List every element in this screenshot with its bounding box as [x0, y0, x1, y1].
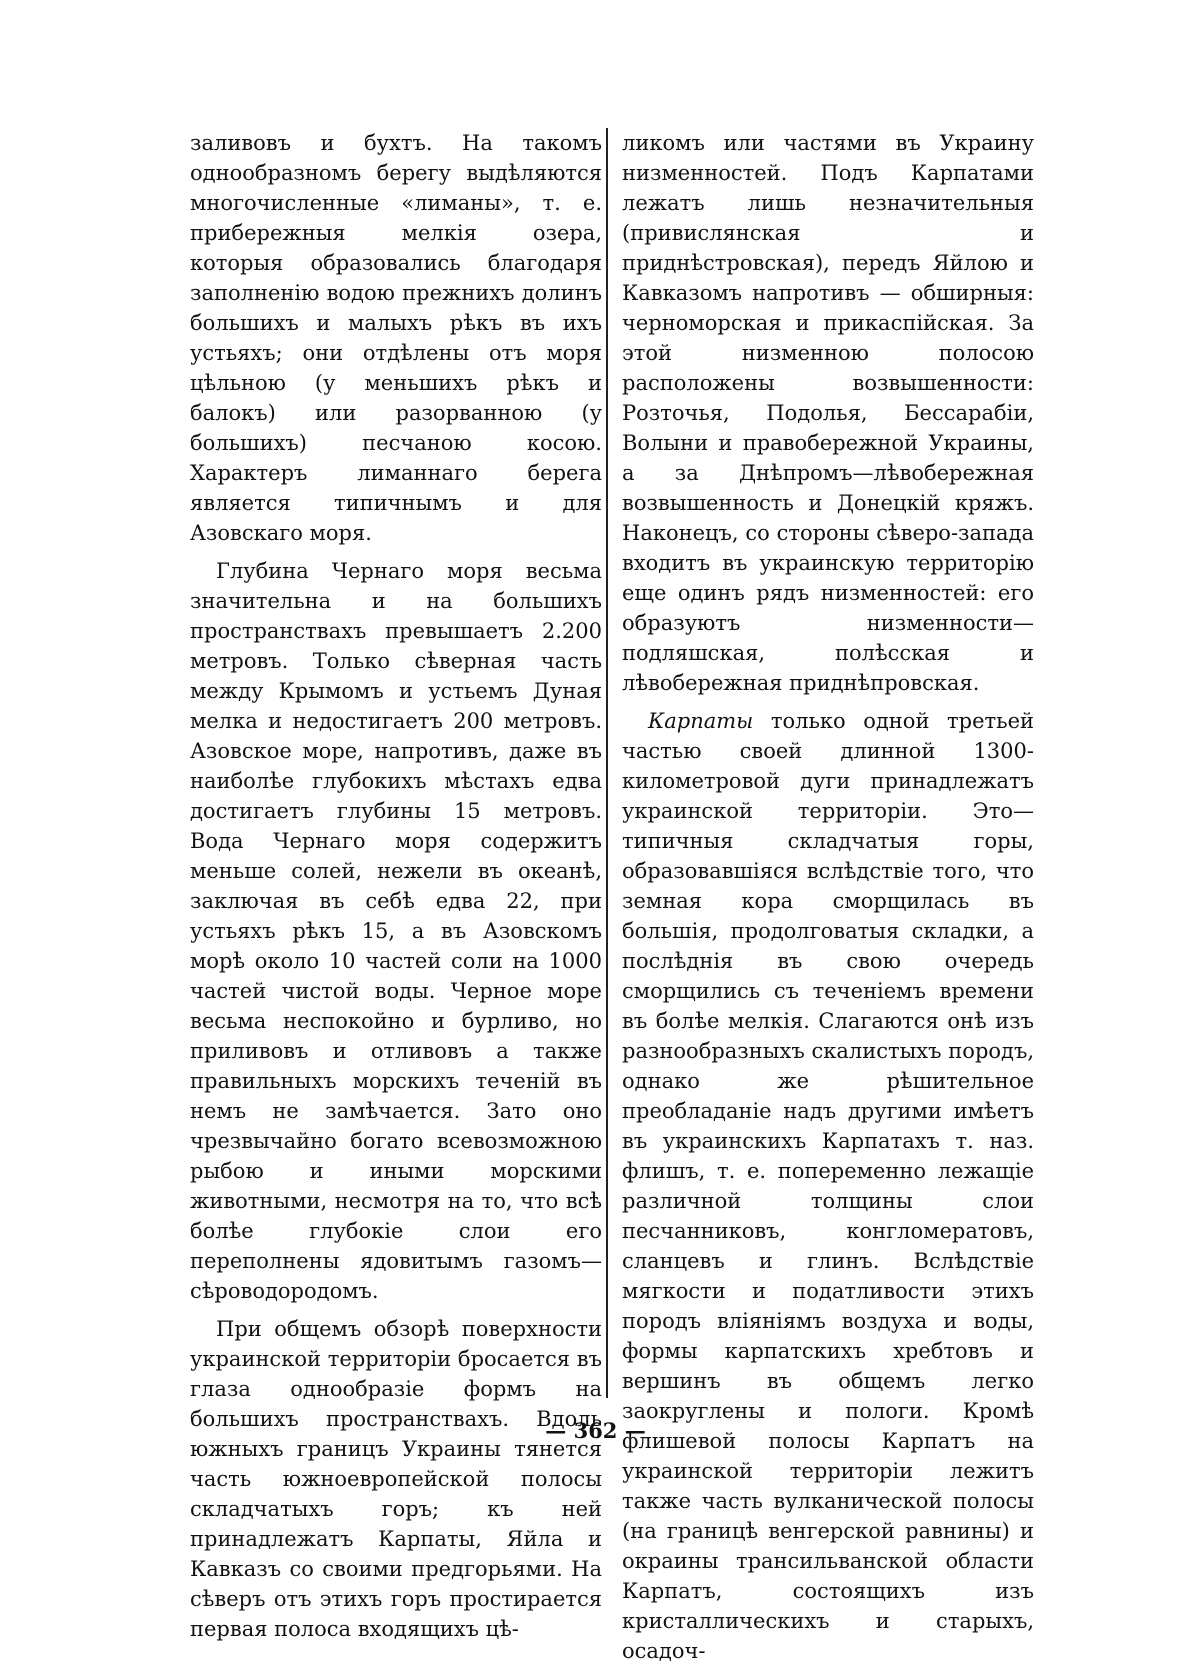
carpathians-italic-lead: Карпаты: [648, 709, 754, 733]
paragraph-black-sea-depth: Глубина Чернаго моря весьма значительна и на большихъ пространствахъ превышаетъ 2.200 метровъ. Только сѣверная часть между Крымомъ и устьемъ Дуная мелка и недостигаетъ 200 метровъ. Азовское море, напротивъ, даже въ наиболѣе глубокихъ мѣстахъ едва достигаетъ глубины 15 метровъ. Вода Чернаго моря содержитъ меньше солей, нежели въ океанѣ, заключая въ себѣ едва 22, при устьяхъ рѣкъ 15, а въ Азовскомъ морѣ около 10 частей соли на 1000 частей чистой воды. Черное море весьма неспокойно и бурливо, но приливовъ и отливовъ а также правильныхъ морскихъ теченій въ немъ не замѣчается. Зато оно чрезвычайно богато всевозможною рыбою и иными морскими животными, несмотря на то, что всѣ болѣе глубокіе слои его переполнены ядовитымъ газомъ—сѣроводородомъ.: [190, 559, 602, 1303]
page-number: — 362 —: [545, 1418, 646, 1443]
paragraph-lowlands: ликомъ или частями въ Украину низменностей. Подъ Карпатами лежатъ лишь незначительныя (привислянская и приднѣстровская), передъ Яйлою и Кавказомъ напротивъ — обширныя: черноморская и прикаспійская. За этой низменною полосою расположены возвышенности: Розточья, Подолья, Бессарабіи, Волыни и правобережной Украины, а за Днѣпромъ—лѣвобережная возвышенность и Донецкій кряжъ. Наконецъ, со стороны сѣверо-запада входитъ въ украинскую территорію еще одинъ рядъ низменностей: его образуютъ низменности—подляшская, полѣсская и лѣвобережная приднѣпровская.: [622, 131, 1034, 695]
paragraph-territory-overview: При общемъ обзорѣ поверхности украинской территоріи бросается въ глаза однообразіе формъ на большихъ пространствахъ. Вдоль южныхъ границъ Украины тянется часть южноевропейской полосы складчатыхъ горъ; къ ней принадлежатъ Карпаты, Яйла и Кавказъ со своими предгорьями. На сѣверъ отъ этихъ горъ простирается первая полоса входящихъ цѣ-: [190, 1317, 602, 1641]
left-column: [190, 128, 602, 1644]
paragraph-lagoons: заливовъ и бухтъ. На такомъ однообразномъ берегу выдѣляются многочисленные «лиманы», т. е. прибережныя мелкія озера, которыя образовались благодаря заполненію водою прежнихъ долинъ большихъ и малыхъ рѣкъ въ ихъ устьяхъ; они отдѣлены отъ моря цѣльною (у меньшихъ рѣкъ и балокъ) или разорванною (у большихъ) песчаною косою. Характеръ лиманнаго берега является типичнымъ и для Азовскаго моря.: [190, 131, 602, 545]
paragraph-carpathians: [622, 706, 1034, 1666]
column-divider: [606, 128, 608, 1398]
carpathians-text: только одной третьей частью своей длинной 1300-километровой дуги принадлежатъ украинской территоріи. Это—типичныя складчатыя горы, образовавшіяся вслѣдствіе того, что земная кора сморщилась въ большія, продолговатыя складки, а послѣднія въ свою очередь сморщились съ теченіемъ времени въ болѣе мелкія. Слагаются онѣ изъ разнообразныхъ скалистыхъ породъ, однако же рѣшительное преобладаніе надъ другими имѣетъ въ украинскихъ Карпатахъ т. наз. флишъ, т. е. попеременно лежащіе различной толщины слои песчанниковъ, конгломератовъ, сланцевъ и глинъ. Вслѣдствіе мягкости и податливости этихъ породъ вліяніямъ воздуха и воды, формы карпатскихъ хребтовъ и вершинъ въ общемъ легко заокруглены и пологи. Кромѣ флишевой полосы Карпатъ на украинской территоріи лежитъ также часть вулканической полосы (на границѣ венгерской равнины) и окраины трансильванской области Карпатъ, состоящихъ изъ кристаллическихъ и старыхъ, осадоч-: [622, 709, 1034, 1663]
